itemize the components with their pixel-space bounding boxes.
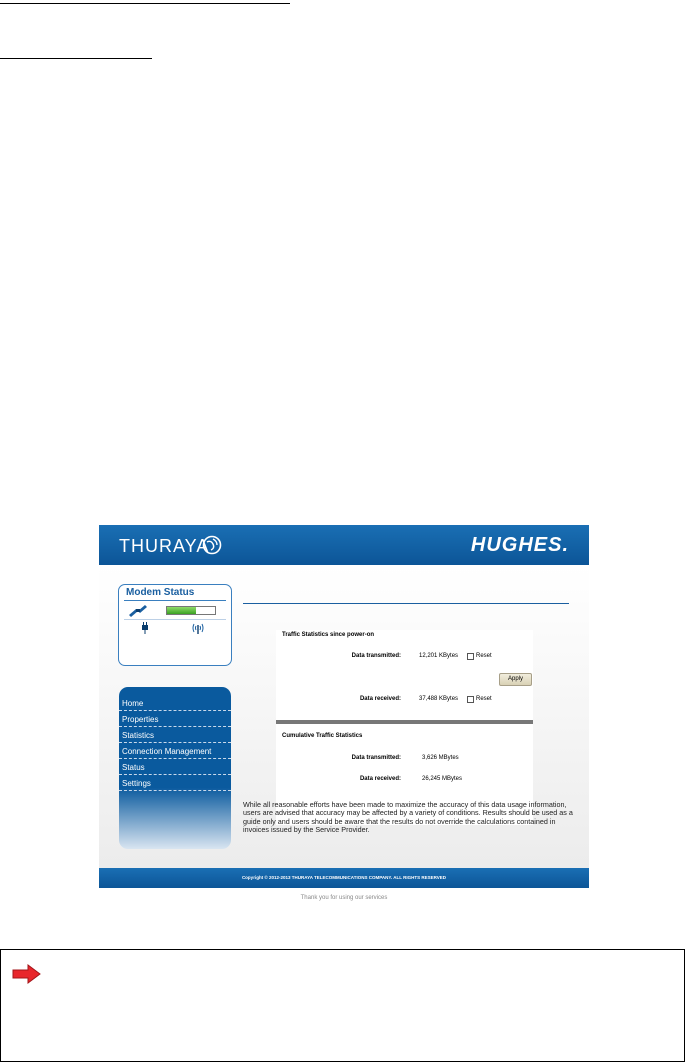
nav-item-statistics[interactable]: Statistics [119,728,231,743]
nav-item-connection-management[interactable]: Connection Management [119,744,231,759]
nav-item-settings[interactable]: Settings [119,776,231,791]
reset-label: Reset [476,696,492,702]
cumulative-transmitted-label: Data transmitted: [351,755,401,761]
antenna-icon [192,622,204,634]
received-value: 37,488 KBytes [419,696,459,702]
sidebar-nav [119,687,231,849]
nav-item-status[interactable]: Status [119,760,231,775]
cumulative-received-value: 26,245 MBytes [422,776,463,782]
traffic-statistics-panel [276,630,533,825]
note-box [0,949,685,1062]
document-underline-top [0,3,290,4]
red-arrow-icon [12,964,42,984]
signal-strength-fill [167,607,196,614]
modem-status-panel [118,584,232,666]
cumulative-received-label: Data received: [359,776,401,782]
document-underline-second [0,58,152,59]
hughes-logo: HUGHES. [470,534,569,556]
header-banner [99,525,589,565]
modem-status-title: Modem Status [126,587,195,598]
since-power-on-heading: Traffic Statistics since power-on [282,632,375,638]
thanks-message: Thank you for using our services [300,895,388,901]
section-divider [276,720,533,724]
power-plug-icon [141,622,149,634]
copyright-footer: Copyright © 2012-2013 THURAYA TELECOMMUNICATIONS COMPANY. ALL RIGHTS RESERVED [99,868,589,888]
divider [124,619,226,620]
globe-icon [202,535,222,555]
satellite-icon [127,605,149,617]
cumulative-heading: Cumulative Traffic Statistics [282,733,363,739]
thuraya-logo: THURAYA [119,536,210,556]
cumulative-transmitted-value: 3,626 MBytes [422,755,459,761]
apply-button[interactable]: Apply [499,673,532,686]
reset-transmitted-checkbox[interactable] [467,653,474,660]
reset-label: Reset [476,653,492,659]
page-content [99,565,589,868]
transmitted-value: 12,201 KBytes [419,653,459,659]
divider [124,600,226,601]
signal-strength-bar [166,606,216,615]
received-label: Data received: [359,696,401,702]
nav-item-properties[interactable]: Properties [119,712,231,727]
reset-received-checkbox[interactable] [467,696,474,703]
accuracy-disclaimer: While all reasonable efforts have been made to maximize the accuracy of this data usage information, users are advised that accuracy may be affected by a variety of conditions. Results should be used as a guide only and users should be aware that the results do not override the calculations contained in invoices issued by the Service Provider. [243,800,573,834]
transmitted-label: Data transmitted: [351,653,401,659]
modem-web-ui-screenshot [99,525,589,910]
nav-item-home[interactable]: Home [119,696,231,711]
title-rule [243,603,569,604]
